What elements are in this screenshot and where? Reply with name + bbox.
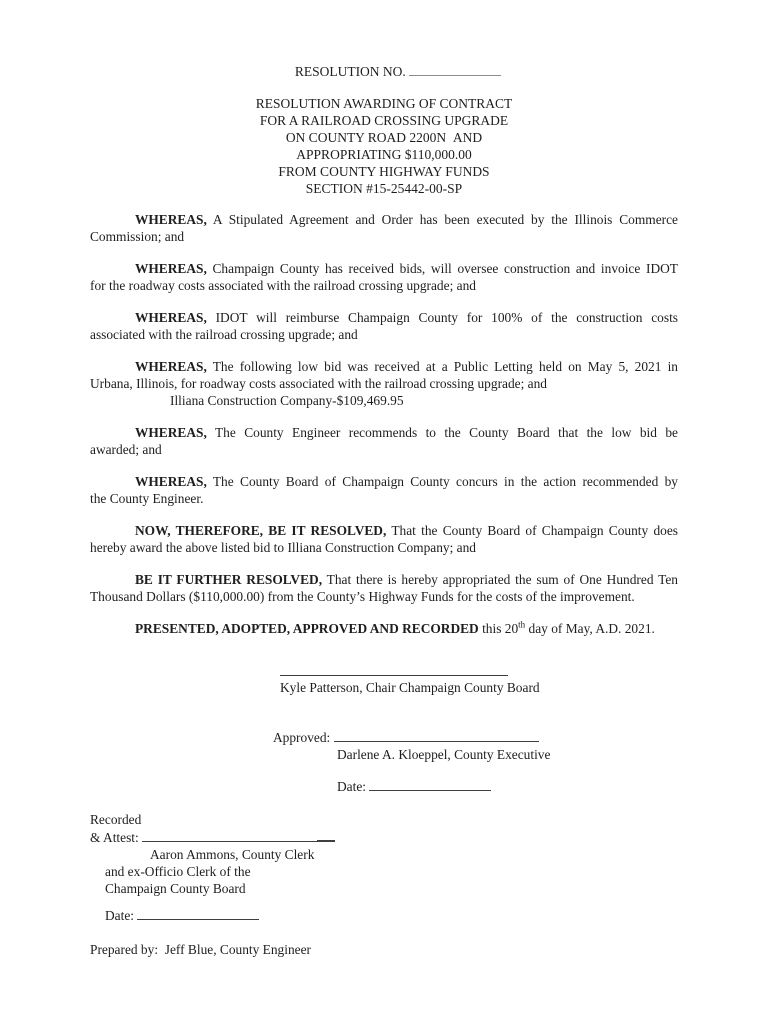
presented-paragraph [90, 620, 678, 637]
paragraph-text: associated with the railroad crossing upgrade; and [90, 327, 358, 342]
further-resolved-lead: BE IT FURTHER RESOLVED, [135, 572, 323, 587]
paragraph-text: Commission; and [90, 229, 185, 244]
paragraph-text: day of May, A.D. 2021. [525, 621, 655, 636]
attest-date-label: Date: [105, 908, 134, 923]
attest-line [90, 828, 678, 846]
clerk-name: Aaron Ammons, County Clerk [150, 847, 315, 862]
attest-signature-blank [142, 829, 317, 842]
resolved-lead: NOW, THEREFORE, BE IT RESOLVED, [135, 523, 387, 538]
resolution-number-line [90, 63, 678, 80]
paragraph-text: for the roadway costs associated with the railroad crossing upgrade; and [90, 278, 476, 293]
resolved-paragraph [90, 522, 678, 556]
whereas-paragraph-2 [90, 260, 678, 294]
paragraph-text: this 20 [478, 621, 519, 636]
whereas-paragraph-4 [90, 358, 678, 409]
clerk-title-line-2: and ex-Officio Clerk of the [105, 864, 251, 879]
paragraph-text: A Stipulated Agreement and Order has been executed by the Illinois Commerce [206, 212, 678, 227]
whereas-lead: WHEREAS, [135, 212, 207, 227]
approved-date-blank [369, 778, 491, 791]
whereas-paragraph-5 [90, 424, 678, 458]
resolution-number-blank [409, 63, 501, 76]
paragraph-text: That there is hereby appropriated the sum of One Hundred Ten [322, 572, 678, 587]
paragraph-text: That the County Board of Champaign County does [386, 523, 678, 538]
approved-line [273, 729, 678, 746]
paragraph-text: Champaign County has received bids, will oversee construction and invoice IDOT [206, 261, 678, 276]
paragraph-text: IDOT will reimburse Champaign County for 100% of the construction costs [206, 310, 678, 325]
document-title [90, 95, 678, 197]
paragraph-text: The following low bid was received at a Public Letting held on May 5, 2021 in [206, 359, 678, 374]
whereas-lead: WHEREAS, [135, 474, 207, 489]
whereas-lead: WHEREAS, [135, 310, 207, 325]
chair-signature-name: Kyle Patterson, Chair Champaign County Board [280, 680, 540, 695]
attest-signature-blank-end [317, 828, 335, 842]
approved-signature-blank [334, 729, 539, 742]
title-line-2: FOR A RAILROAD CROSSING UPGRADE [259, 113, 509, 128]
whereas-paragraph-6 [90, 473, 678, 507]
paragraph-text: The County Board of Champaign County concurs in the action recommended by [206, 474, 678, 489]
whereas-lead: WHEREAS, [135, 261, 207, 276]
attest-date-blank [137, 907, 259, 920]
bid-amount-line: Illiana Construction Company-$109,469.95 [170, 393, 404, 408]
whereas-lead: WHEREAS, [135, 425, 207, 440]
ordinal-superscript: th [518, 619, 526, 630]
paragraph-text: Thousand Dollars ($110,000.00) from the County’s Highway Funds for the costs of the improvement. [90, 589, 635, 604]
executive-name: Darlene A. Kloeppel, County Executive [337, 747, 551, 762]
clerk-title-line-3: Champaign County Board [105, 881, 246, 896]
paragraph-text: awarded; and [90, 442, 162, 457]
paragraph-text: hereby award the above listed bid to Illiana Construction Company; and [90, 540, 477, 555]
attest-label: & Attest: [90, 830, 139, 845]
paragraph-text: The County Engineer recommends to the County Board that the low bid be [206, 425, 678, 440]
paragraph-text: Urbana, Illinois, for roadway costs associated with the railroad crossing upgrade; and [90, 376, 548, 391]
attest-date-line [105, 907, 678, 924]
prepared-by-line: Prepared by: Jeff Blue, County Engineer [90, 942, 312, 957]
title-line-4: APPROPRIATING $110,000.00 [296, 147, 472, 162]
resolution-number-label: RESOLUTION NO. [294, 64, 406, 79]
presented-lead: PRESENTED, ADOPTED, APPROVED AND RECORDED [135, 621, 479, 636]
whereas-lead: WHEREAS, [135, 359, 207, 374]
further-resolved-paragraph [90, 571, 678, 605]
title-line-3: ON COUNTY ROAD 2200N AND [285, 130, 483, 145]
title-line-1: RESOLUTION AWARDING OF CONTRACT [255, 96, 513, 111]
chair-signature-rule [280, 675, 508, 676]
recorded-label: Recorded [90, 812, 142, 827]
document-content [0, 63, 770, 958]
approved-date-label: Date: [337, 779, 366, 794]
whereas-paragraph-3 [90, 309, 678, 343]
title-line-6: SECTION #15-25442-00-SP [305, 181, 463, 196]
approved-date-line [337, 778, 678, 795]
paragraph-text: the County Engineer. [90, 491, 204, 506]
approved-label: Approved: [273, 730, 331, 745]
title-line-5: FROM COUNTY HIGHWAY FUNDS [278, 164, 490, 179]
whereas-paragraph-1 [90, 211, 678, 245]
